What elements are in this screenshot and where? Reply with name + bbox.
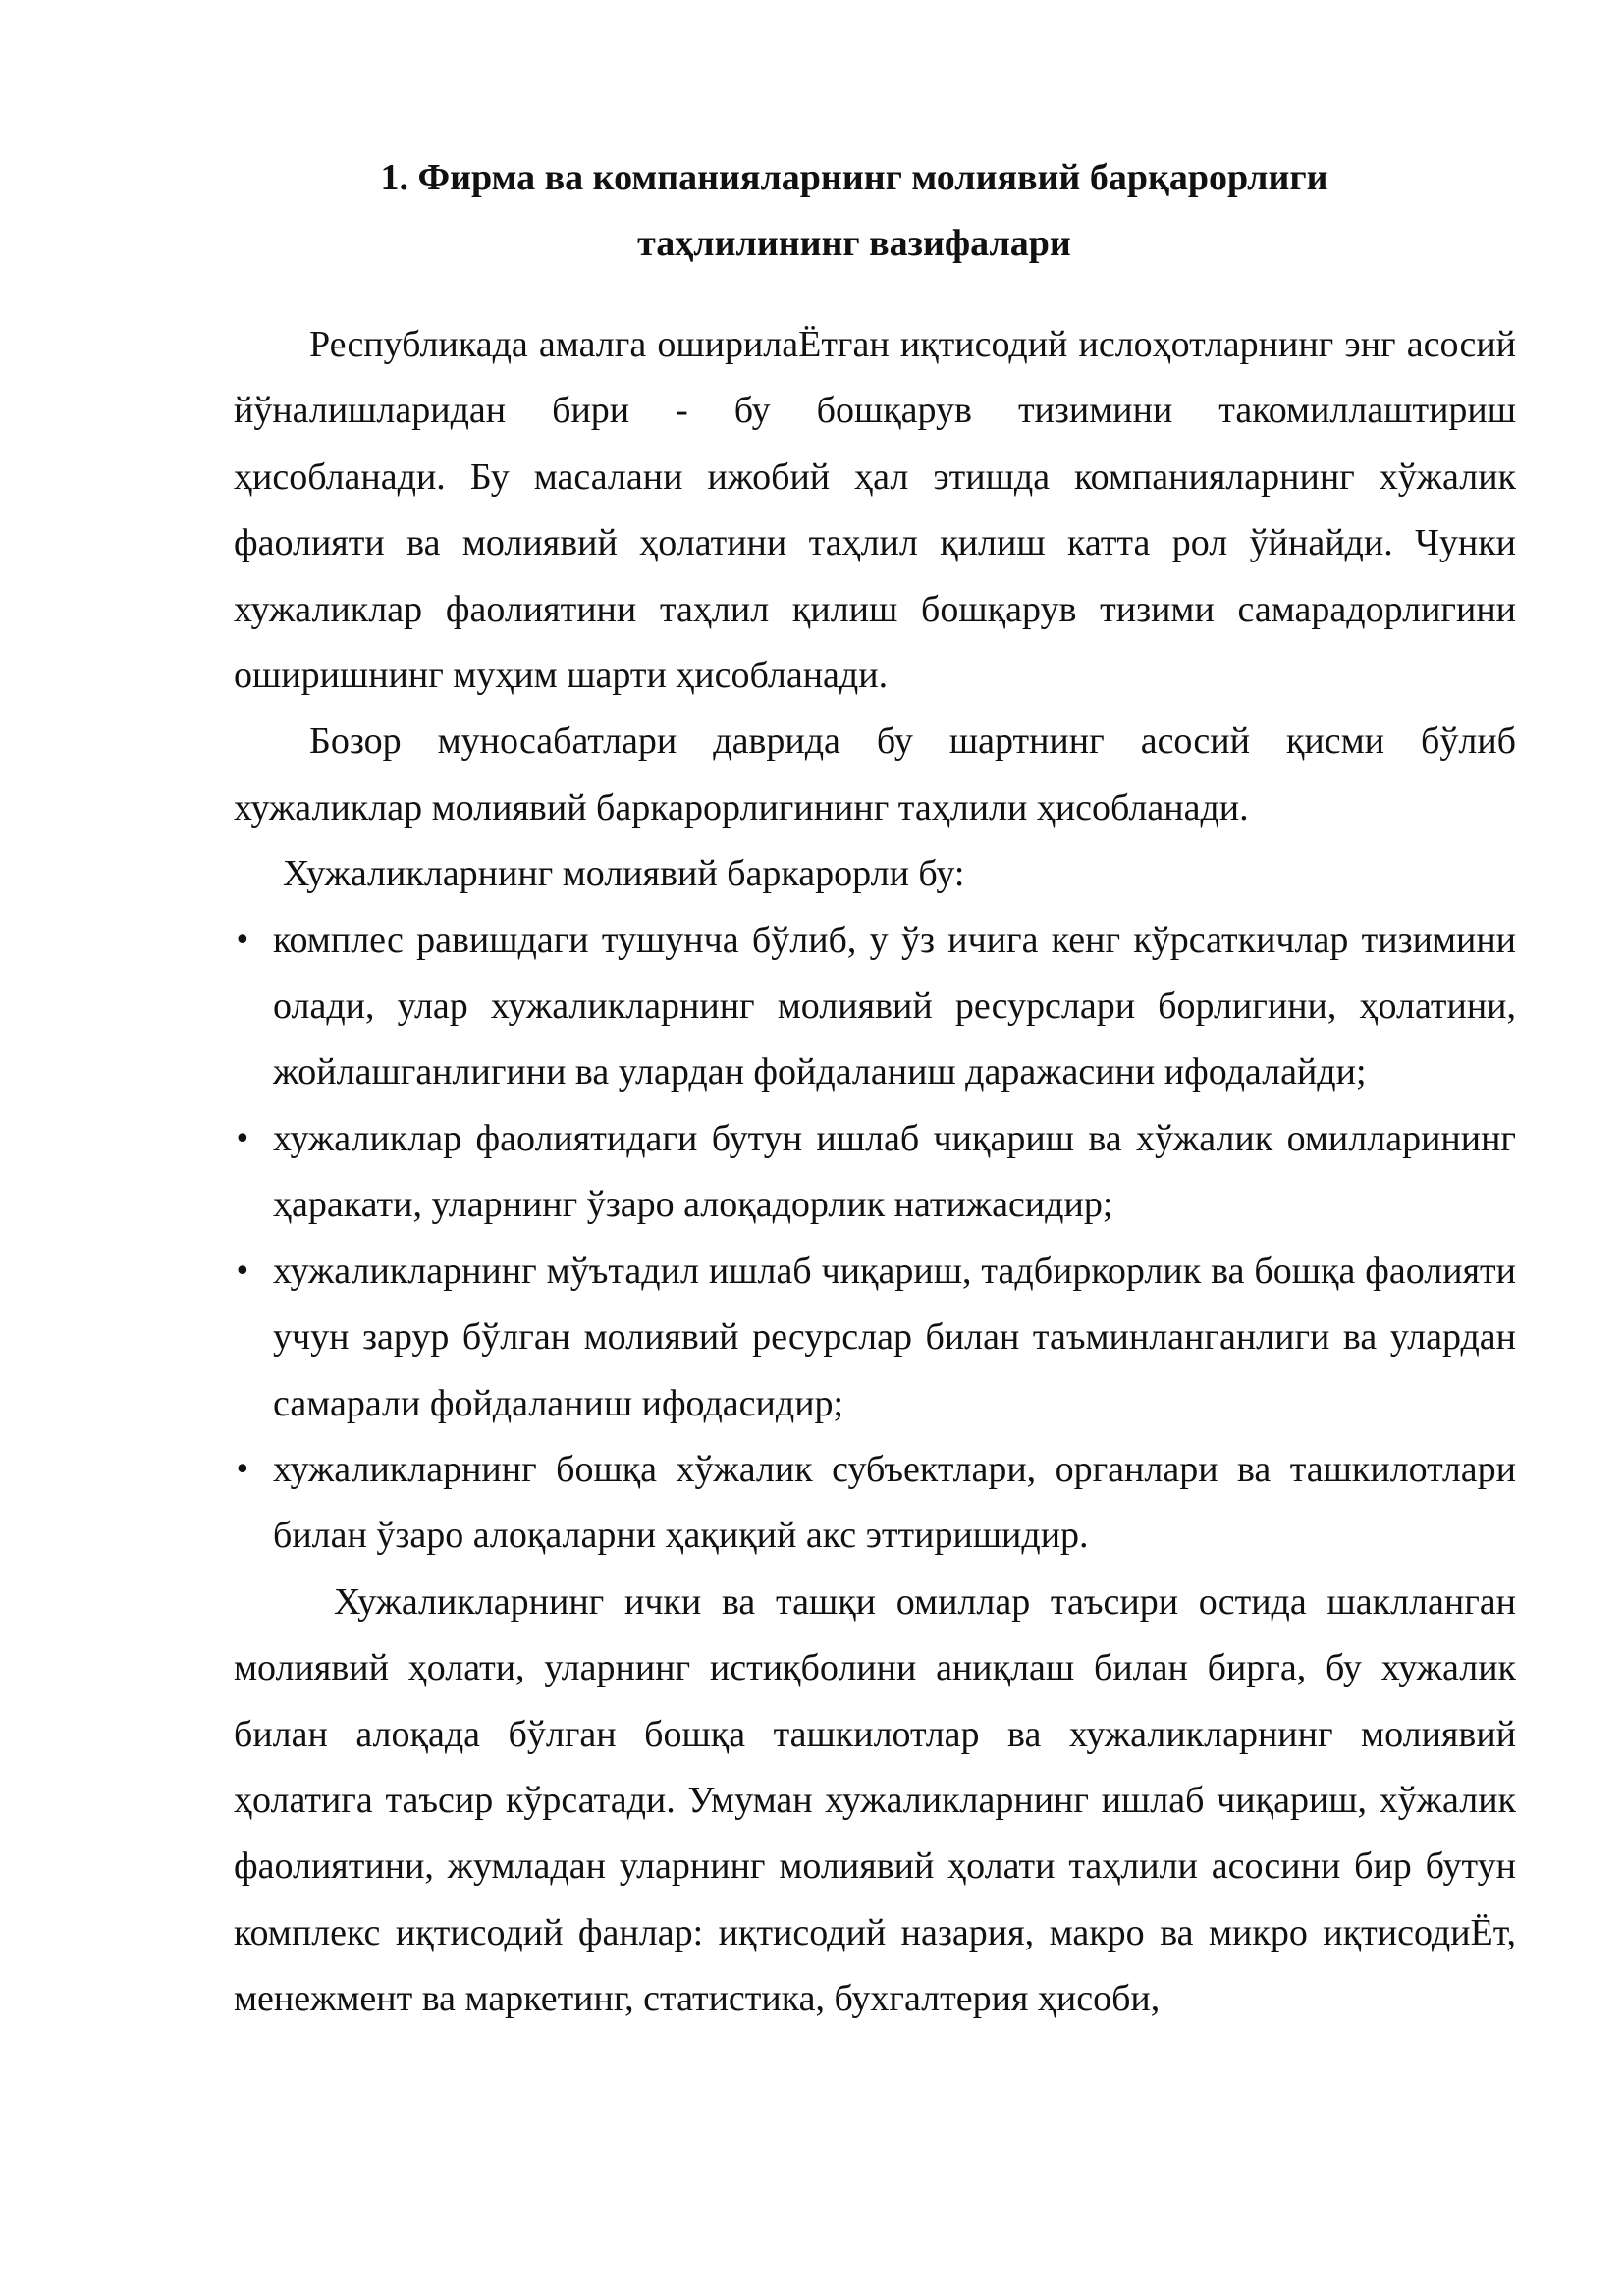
list-item-text: хужаликларнинг бошқа хўжалик субъектлари, органлари ва ташкилотлари билан ўзаро алоқаларни ҳақиқий акс эттиришидир. [273,1448,1516,1557]
paragraph-2: Бозор муносабатлари даврида бу шартнинг асосий қисми бўлиб хужаликлар молиявий баркарорлигининг таҳлили ҳисобланади. [234,721,1516,828]
list-item-text: комплес равишдаги тушунча бўлиб, у ўз ичига кенг кўрсаткичлар тизимини олади, улар хужаликларнинг молиявий ресурслари борлигини, ҳолатини, жойлашганлигини ва улардан фойдаланиш даражасини ифодалайди; [273,919,1516,1094]
list-item [234,1437,1516,1570]
bullet-icon: • [234,1121,251,1156]
bullet-list [234,908,1516,1570]
list-item [234,908,1516,1106]
page-title-line-1: 1. Фирма ва компанияларнинг молиявий барқарорлиги [380,157,1328,198]
paragraph-4: Хужаликларнинг ички ва ташқи омиллар таъсири остида шаклланган молиявий ҳолати, уларнинг истиқболини аниқлаш билан бирга, бу хужалик билан алоқада бўлган бошқа ташкилотлар ва хужаликларнинг молиявий ҳолатига таъсир кўрсатади. Умуман хужаликларнинг ишлаб чиқариш, хўжалик фаолиятини, жумладан уларнинг молиявий ҳолати таҳлили асосини бир бутун комплекс иқтисодий фанлар: иқтисодий назария, макро ва микро иқтисодиЁт, менежмент ва маркетинг, статистика, бухгалтерия ҳисоби, [234,1580,1516,2020]
bullet-icon: • [234,1254,251,1289]
paragraph-3: Хужаликларнинг молиявий баркарорли бу: [283,853,965,895]
bullet-icon: • [234,1452,251,1487]
bullet-icon: • [234,923,251,958]
list-item [234,1106,1516,1239]
list-item-text: хужаликларнинг мўътадил ишлаб чиқариш, тадбиркорлик ва бошқа фаолияти учун зарур бўлган молиявий ресурслар билан таъминланганлиги ва улардан самарали фойдаланиш ифодасидир; [273,1250,1516,1424]
document-body [234,312,1516,2033]
list-item [234,1239,1516,1437]
paragraph-1: Республикада амалга оширилаЁтган иқтисодий ислоҳотларнинг энг асосий йўналишларидан бири - бу бошқарув тизимини такомиллаштириш ҳисобланади. Бу масалани ижобий ҳал этишда компанияларнинг хўжалик фаолияти ва молиявий ҳолатини таҳлил қилиш катта рол ўйнайди. Чунки хужаликлар фаолиятини таҳлил қилиш бошқарув тизими самарадорлигини оширишнинг муҳим шарти ҳисобланади. [234,324,1516,697]
list-item-text: хужаликлар фаолиятидаги бутун ишлаб чиқариш ва хўжалик омилларининг ҳаракати, уларнинг ўзаро алоқадорлик натижасидир; [273,1117,1516,1226]
page-title-line-2: таҳлилининг вазифалари [637,223,1071,264]
